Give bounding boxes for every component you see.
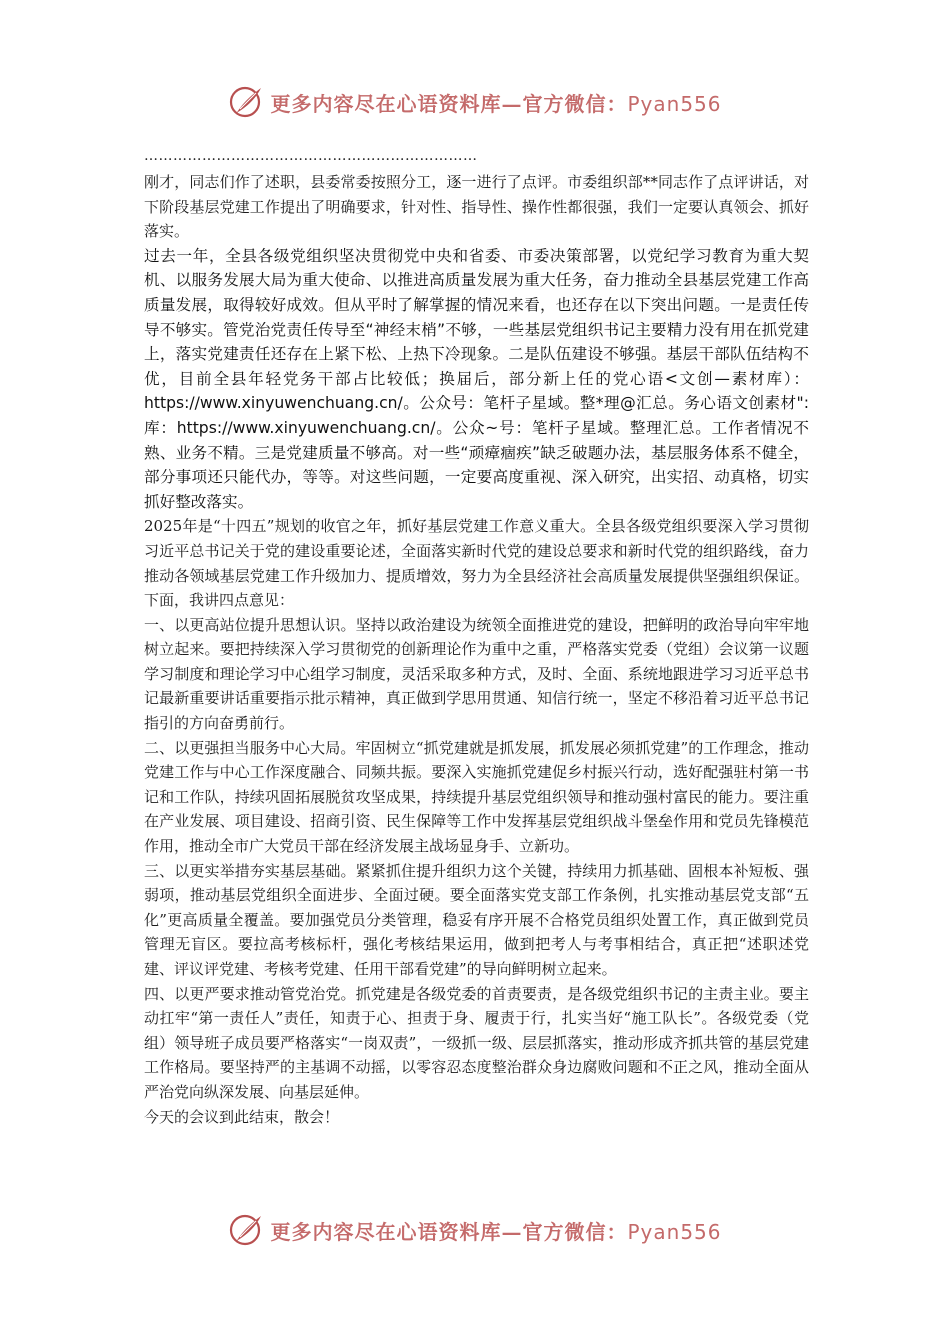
footer-banner: [0, 1208, 950, 1252]
paragraph-point-4: 四、以更严要求推动管党治党。抓党建是各级党委的首责要责，是各级党组织书记的主责主业。要主动扛牢“第一责任人”责任，知责于心、担责于身、履责于行，扎实当好“施工队长”。各级党委（党组）领导班子成员要严格落实“一岗双责”，一级抓一级、层层抓落实，推动形成齐抓共管的基层党建工作格局。要坚持严的主基调不动摇，以零容忍态度整治群众身边腐败问题和不正之风，推动全面从严治党向纵深发展、向基层延伸。: [144, 984, 809, 1101]
ellipsis-line: ……………………………………………………………: [144, 148, 478, 164]
header-banner: [0, 80, 950, 124]
paragraph-closing: 今天的会议到此结束，散会！: [144, 1107, 340, 1126]
feather-pen-circle-icon: [228, 1212, 264, 1248]
banner-text: 更多内容尽在心语资料库—官方微信：Pyan556: [270, 1219, 722, 1244]
banner-text: 更多内容尽在心语资料库—官方微信：Pyan556: [270, 91, 722, 116]
paragraph-point-2: 二、以更强担当服务中心大局。牢固树立“抓党建就是抓发展，抓发展必须抓党建”的工作理念，推动党建工作与中心工作深度融合、同频共振。要深入实施抓党建促乡村振兴行动，选好配强驻村第一书记和工作队，持续巩固拓展脱贫攻坚成果，持续提升基层党组织领导和推动强村富民的能力。要注重在产业发展、项目建设、招商引资、民生保障等工作中发挥基层党组织战斗堡垒作用和党员先锋模范作用，推动全市广大党员干部在经济发展主战场显身手、立新功。: [144, 738, 809, 856]
feather-pen-circle-icon: [228, 84, 264, 120]
paragraph-intro: 2025年是“十四五”规划的收官之年，抓好基层党建工作意义重大。全县各级党组织要深入学习贯彻习近平总书记关于党的建设重要论述，全面落实新时代党的建设总要求和新时代党的组织路线，奋力推动各领域基层党建工作升级加力、提质增效，努力为全县经济社会高质量发展提供坚强组织保证。下面，我讲四点意见：: [144, 517, 809, 610]
paragraph-point-1: 一、以更高站位提升思想认识。坚持以政治建设为统领全面推进党的建设，把鲜明的政治导向牢牢地树立起来。要把持续深入学习贯彻党的创新理论作为重中之重，严格落实党委（党组）会议第一议题学习制度和理论学习中心组学习制度，灵活采取多种方式，及时、全面、系统地跟进学习习近平总书记最新重要讲话重要指示批示精神，真正做到学思用贯通、知信行统一，坚定不移沿着习近平总书记指引的方向奋勇前行。: [144, 615, 809, 733]
document-body: [144, 148, 809, 1129]
paragraph-problems: 过去一年，全县各级党组织坚决贯彻党中央和省委、市委决策部署，以党纪学习教育为重大契机、以服务发展大局为重大使命、以推进高质量发展为重大任务，奋力推动全县基层党建工作高质量发展，取得较好成效。但从平时了解掌握的情况来看，也还存在以下突出问题。一是责任传导不够实。管党治党责任传导至“神经末梢”不够，一些基层党组织书记主要精力没有用在抓党建上，落实党建责任还存在上紧下松、上热下冷现象。二是队伍建设不够强。基层干部队伍结构不优，目前全县年轻党务干部占比较低；换届后，部分新上任的党心语<文创—素材库）：https://www.xinyuwenchuang.cn/。公众号：笔杆子星域。整*理@汇总。务心语文创素材":库：https://www.xinyuwenchuang.cn/。公众~号：笔杆子星域。整理汇总。工作者情况不熟、业务不精。三是党建质量不够高。对一些“顽瘴痼疾”缺乏破题办法，基层服务体系不健全，部分事项还只能代办，等等。对这些问题，一定要高度重视、深入研究，出实招、动真格，切实抓好整改落实。: [144, 246, 809, 511]
paragraph-point-3: 三、以更实举措夯实基层基础。紧紧抓住提升组织力这个关键，持续用力抓基础、固根本补短板、强弱项，推动基层党组织全面进步、全面过硬。要全面落实党支部工作条例，扎实推动基层党支部“五化”更高质量全覆盖。要加强党员分类管理，稳妥有序开展不合格党员组织处置工作，真正做到党员管理无盲区。要拉高考核标杆，强化考核结果运用，做到把考人与考事相结合，真正把“述职述党建、评议评党建、考核考党建、任用干部看党建”的导向鲜明树立起来。: [144, 861, 809, 978]
paragraph-opening: 刚才，同志们作了述职，县委常委按照分工，逐一进行了点评。市委组织部**同志作了点评讲话，对下阶段基层党建工作提出了明确要求，针对性、指导性、操作性都很强，我们一定要认真领会、抓好落实。: [144, 173, 809, 241]
